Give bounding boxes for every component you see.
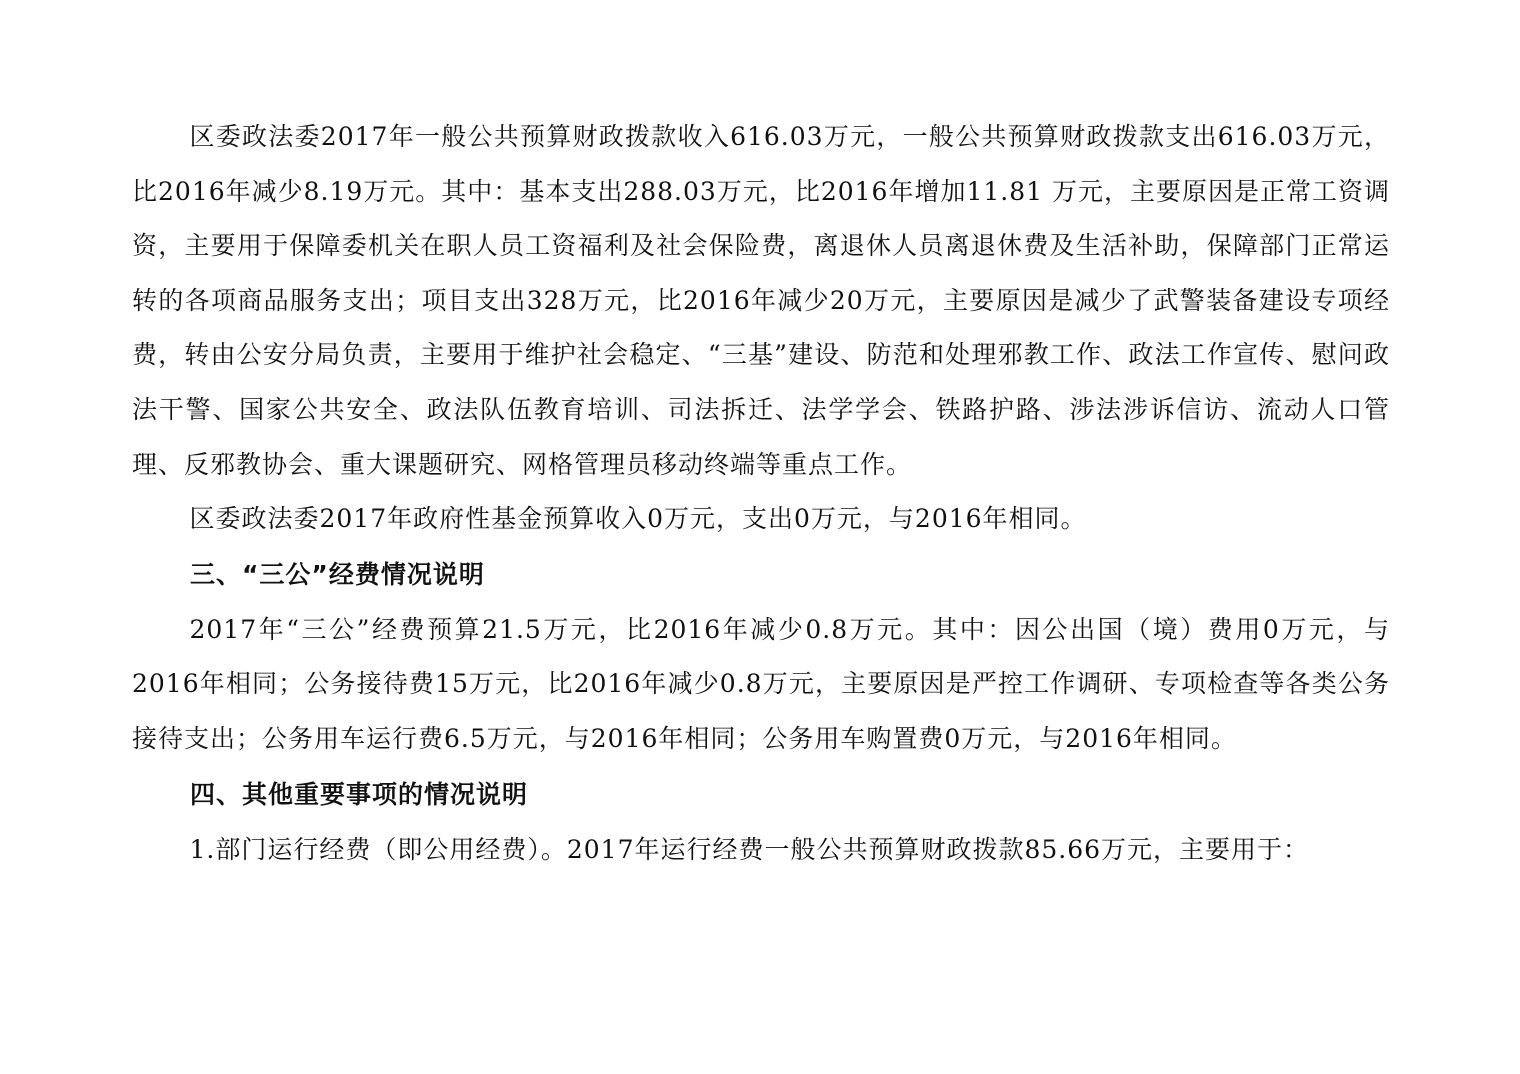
paragraph-three-public-funds: 2017年“三公”经费预算21.5万元，比2016年减少0.8万元。其中：因公出国（境）费用0万元，与2016年相同；公务接待费15万元，比2016年减少0.8万元，主要原因是严控工作调研、专项检查等各类公务接待支出；公务用车运行费6.5万元，与2016年相同；公务用车购置费0万元，与2016年相同。 xyxy=(132,614,1390,753)
paragraph-general-budget: 区委政法委2017年一般公共预算财政拨款收入616.03万元，一般公共预算财政拨款支出616.03万元，比2016年减少8.19万元。其中：基本支出288.03万元，比2016年增加11.81 万元，主要原因是正常工资调资，主要用于保障委机关在职人员工资福利及社会保险费，离退休人员离退休费及生活补助，保障部门正常运转的各项商品服务支出；项目支出328万元，比2016年减少20万元，主要原因是减少了武警装备建设专项经费，转由公安分局负责，主要用于维护社会稳定、“三基”建设、防范和处理邪教工作、政法工作宣传、慰问政法干警、国家公共安全、政法队伍教育培训、司法拆迁、法学学会、铁路护路、涉法涉诉信访、流动人口管理、反邪教协会、重大课题研究、网格管理员移动终端等重点工作。 xyxy=(132,122,1390,479)
section-heading-other-matters: 四、其他重要事项的情况说明 xyxy=(190,779,529,809)
document-body xyxy=(132,110,1390,877)
section-heading-three-public: 三、“三公”经费情况说明 xyxy=(190,559,485,589)
paragraph-operating-funds: 1.部门运行经费（即公用经费）。2017年运行经费一般公共预算财政拨款85.66万元，主要用于： xyxy=(189,834,1310,864)
paragraph-fund-budget: 区委政法委2017年政府性基金预算收入0万元，支出0万元，与2016年相同。 xyxy=(189,504,1087,534)
